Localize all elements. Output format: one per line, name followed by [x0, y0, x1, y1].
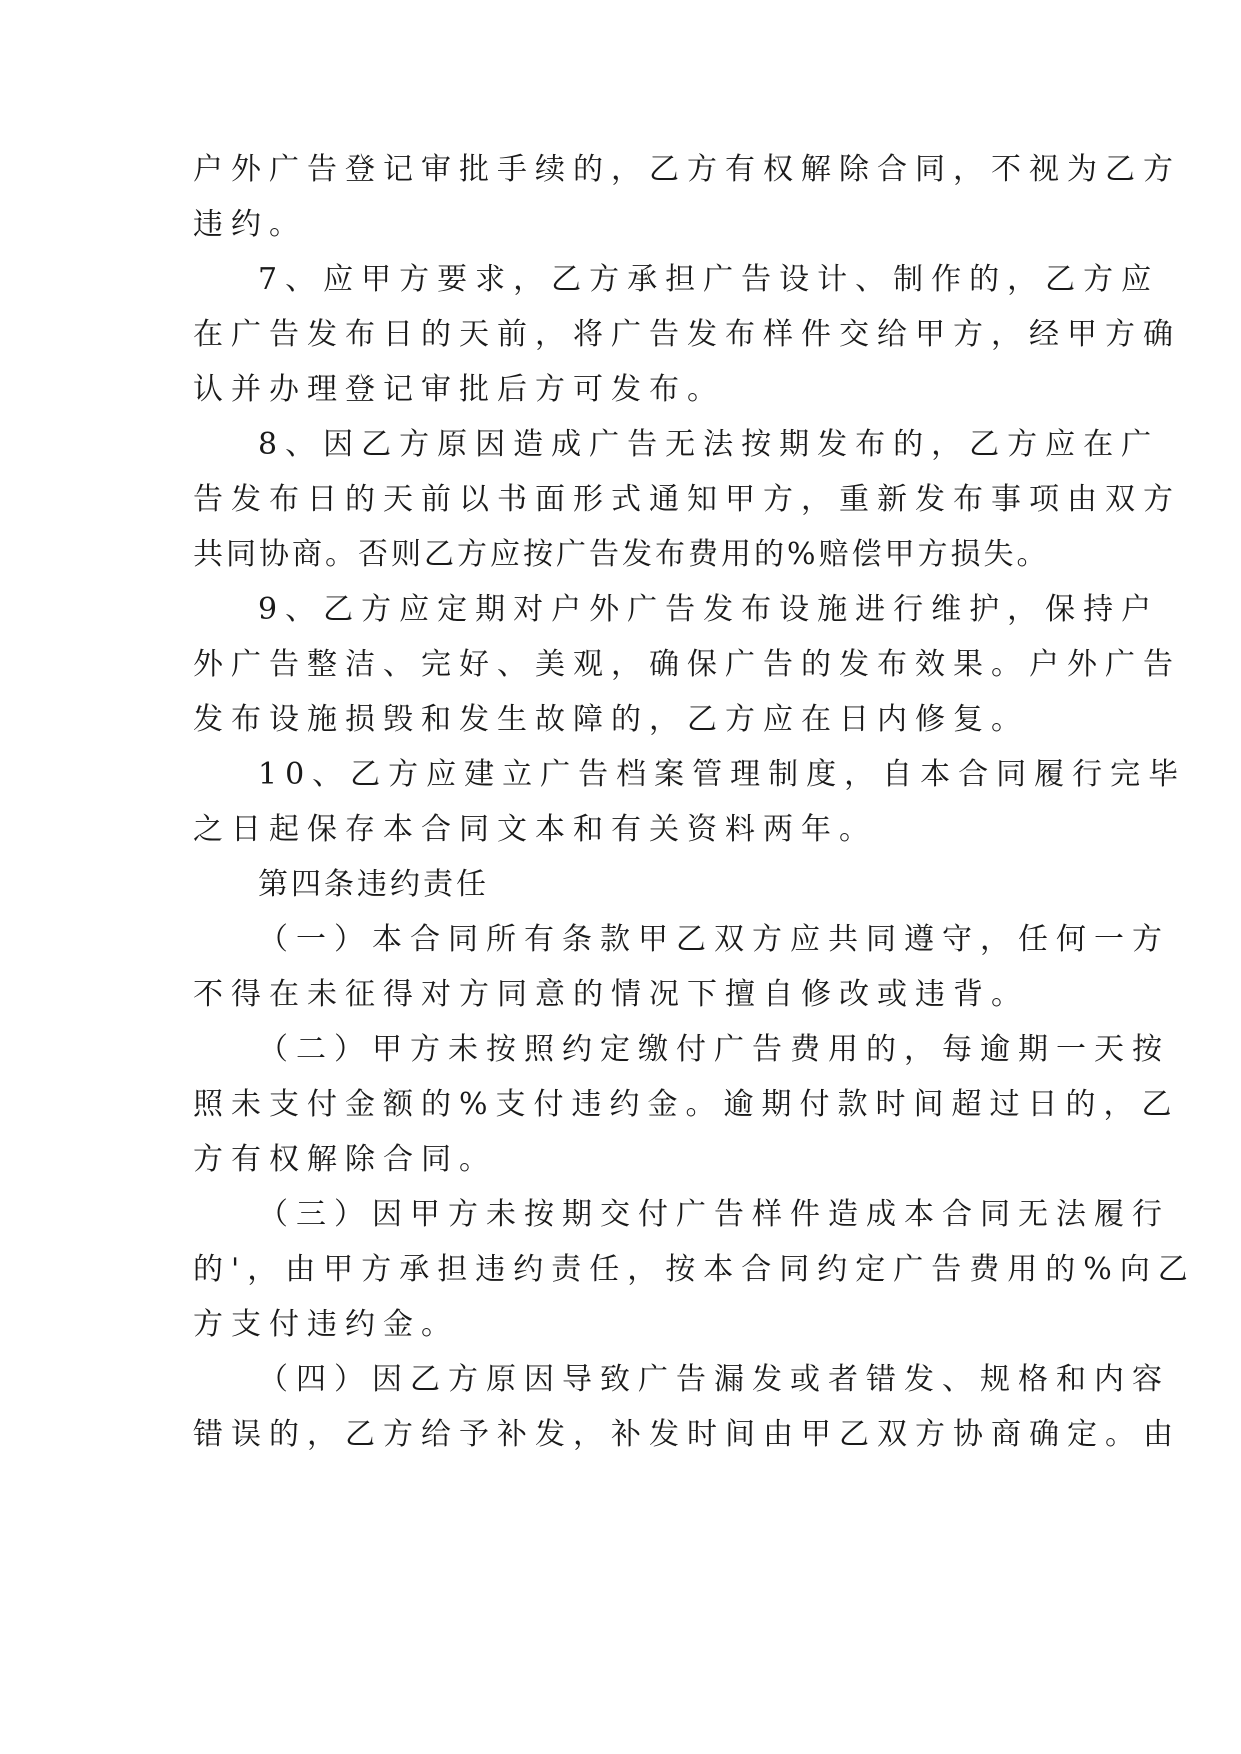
- text-line: 之日起保存本合同文本和有关资料两年。: [193, 812, 877, 847]
- text-line: 9、乙方应定期对户外广告发布设施进行维护，保持户: [258, 592, 1160, 627]
- text-line: 违约。: [193, 207, 307, 242]
- text-line: 7、应甲方要求，乙方承担广告设计、制作的，乙方应: [258, 262, 1160, 297]
- text-line: 错误的，乙方给予补发，补发时间由甲乙双方协商确定。由: [193, 1417, 1181, 1452]
- text-line: 不得在未征得对方同意的情况下擅自修改或违背。: [193, 977, 1029, 1012]
- text-line: 在广告发布日的天前，将广告发布样件交给甲方，经甲方确: [193, 317, 1181, 352]
- text-line: 外广告整洁、完好、美观，确保广告的发布效果。户外广告: [193, 647, 1181, 682]
- text-line: 8、因乙方原因造成广告无法按期发布的，乙方应在广: [258, 427, 1160, 462]
- text-line: 照未支付金额的%支付违约金。逾期付款时间超过日的，乙: [193, 1087, 1180, 1122]
- text-line: （四）因乙方原因导致广告漏发或者错发、规格和内容: [258, 1362, 1170, 1397]
- text-line: 发布设施损毁和发生故障的，乙方应在日内修复。: [193, 702, 1029, 737]
- text-line: 户外广告登记审批手续的，乙方有权解除合同，不视为乙方: [193, 152, 1181, 187]
- text-line: 共同协商。否则乙方应按广告发布费用的%赔偿甲方损失。: [193, 537, 1050, 572]
- text-line: 的'，由甲方承担违约责任，按本合同约定广告费用的%向乙: [193, 1252, 1196, 1287]
- text-line: 10、乙方应建立广告档案管理制度，自本合同履行完毕: [258, 757, 1187, 792]
- text-line: 告发布日的天前以书面形式通知甲方，重新发布事项由双方: [193, 482, 1181, 517]
- text-line: （二）甲方未按照约定缴付广告费用的，每逾期一天按: [258, 1032, 1170, 1067]
- section-heading: 第四条违约责任: [258, 867, 489, 902]
- text-line: （三）因甲方未按期交付广告样件造成本合同无法履行: [258, 1197, 1170, 1232]
- text-line: 方支付违约金。: [193, 1307, 459, 1342]
- text-line: （一）本合同所有条款甲乙双方应共同遵守，任何一方: [258, 922, 1170, 957]
- text-line: 方有权解除合同。: [193, 1142, 497, 1177]
- text-line: 认并办理登记审批后方可发布。: [193, 372, 725, 407]
